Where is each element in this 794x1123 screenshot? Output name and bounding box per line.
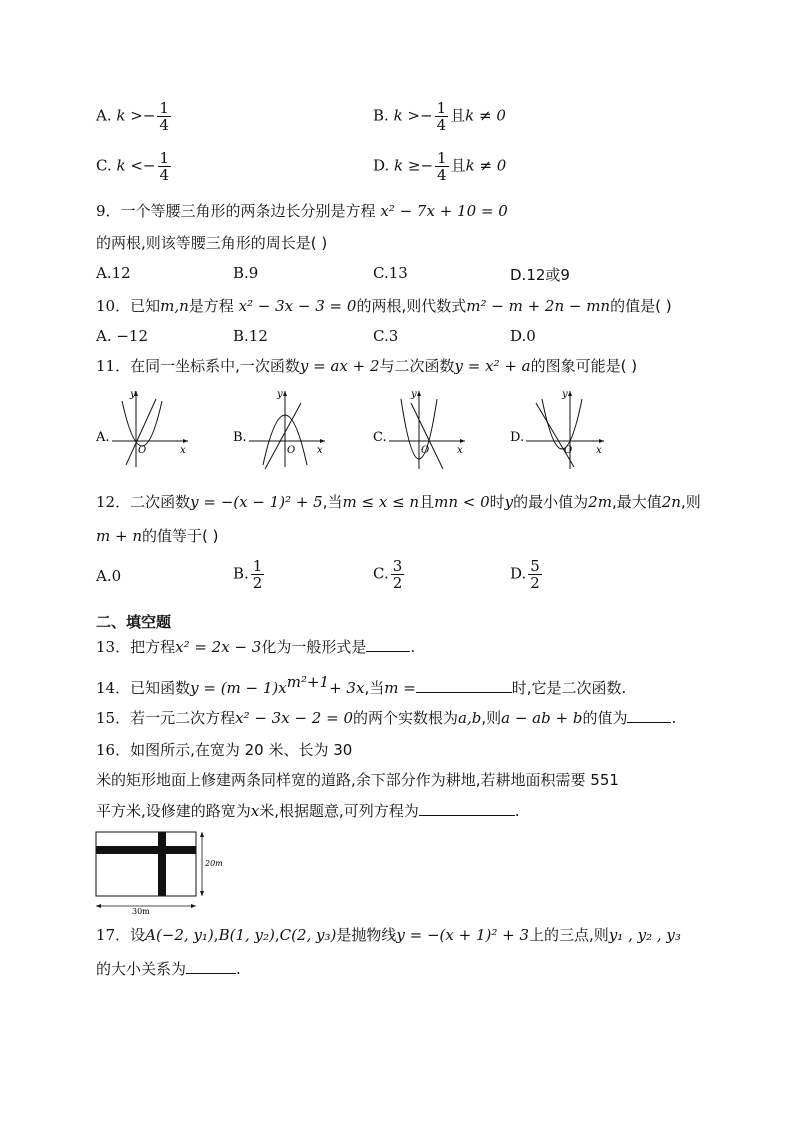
y-label: y (411, 389, 417, 400)
field-rect (96, 832, 196, 896)
q8-option-b[interactable]: B. k >− $\frac{1}{4}$ 且k ≠ 0 (373, 99, 506, 134)
q11-graph-c[interactable] (373, 385, 483, 479)
x-label: x (596, 445, 602, 456)
x-axis-arrow (460, 439, 465, 443)
graph-c-svg (373, 385, 483, 475)
x-axis-arrow (183, 439, 188, 443)
dim-arrow (191, 904, 196, 908)
dim-arrow (96, 904, 101, 908)
q11-stem: 11．在同一坐标系中,一次函数y = ax + 2与二次函数y = x² + a的图象可能是( ) (96, 357, 638, 375)
q10-option-a[interactable]: A. −12 (96, 327, 149, 345)
origin-label: O (287, 445, 296, 456)
q12-stem: 12．二次函数y = −(x − 1)² + 5,当m ≤ x ≤ n且mn < 0时y的最小值为2m,最大值2n,则 (96, 493, 701, 511)
q12-option-b[interactable]: B. $\frac{1}{2}$ (233, 557, 263, 592)
answer-blank[interactable] (416, 678, 512, 693)
graph-label: A. (96, 430, 110, 445)
q10-stem: 10．已知m,n是方程 x² − 3x − 3 = 0的两根,则代数式m² − m + 2n − mn的值是( ) (96, 297, 672, 315)
q10-option-c[interactable]: C.3 (373, 327, 399, 345)
answer-blank[interactable] (186, 959, 236, 974)
y-axis-arrow (568, 391, 572, 396)
q13-stem: 13．把方程x² = 2x − 3化为一般形式是 . (96, 638, 416, 656)
q12-stem-cont: m + n的值等于( ) (96, 527, 219, 545)
q16-figure (92, 828, 232, 920)
q9-option-b[interactable]: B.9 (233, 264, 259, 282)
fraction: $\frac{1}{4}$ (159, 149, 170, 184)
x-axis-arrow (320, 439, 325, 443)
fraction: $\frac{1}{4}$ (436, 99, 447, 134)
y-label: y (562, 389, 568, 400)
q8-option-c[interactable]: C. k <− $\frac{1}{4}$ (96, 149, 170, 184)
graph-label: D. (510, 430, 525, 445)
x-label: x (180, 445, 186, 456)
q11-graph-d[interactable] (510, 385, 620, 479)
q16-stem: 16．如图所示,在宽为 20 米、长为 30 (96, 741, 353, 759)
graph-label: B. (233, 430, 247, 445)
graph-d-svg (510, 385, 620, 475)
q16-stem-line2: 米的矩形地面上修建两条同样宽的道路,余下部分作为耕地,若耕地面积需要 551 (96, 771, 619, 789)
line (536, 403, 574, 467)
fraction: $\frac{1}{2}$ (252, 557, 263, 592)
width-label: 20m (205, 859, 223, 868)
fraction: $\frac{5}{2}$ (530, 557, 540, 592)
fraction: $\frac{1}{4}$ (159, 99, 169, 134)
dim-arrow (200, 832, 204, 837)
q9-option-a[interactable]: A.12 (96, 264, 131, 282)
q9-option-d[interactable]: D.12或9 (510, 266, 570, 284)
graph-b-svg (233, 385, 343, 475)
y-label: y (130, 389, 136, 400)
horizontal-road (96, 846, 196, 854)
q17-stem-cont: 的大小关系为 . (96, 960, 241, 978)
q14-stem: 14．已知函数$y = (m - 1)x^{m^2+1}+ 3x$,当m = 时,它是二次函数. (96, 673, 627, 697)
fraction: $\frac{1}{4}$ (437, 149, 447, 184)
q12-option-c[interactable]: C. $\frac{3}{2}$ (373, 557, 403, 592)
x-label: x (457, 445, 463, 456)
fraction: $\frac{3}{2}$ (392, 557, 403, 592)
graph-a-svg (96, 385, 206, 475)
y-axis-arrow (417, 391, 421, 396)
q9-stem: 9．一个等腰三角形的两条边长分别是方程 x² − 7x + 10 = 0 (96, 202, 508, 220)
q16-stem-line3: 平方米,设修建的路宽为x米,根据题意,可列方程为 . (96, 802, 520, 820)
y-axis-arrow (283, 391, 287, 396)
origin-label: O (138, 445, 147, 456)
q17-stem: 17．设A(−2, y₁),B(1, y₂),C(2, y₃)是抛物线y = −(x + 1)² + 3上的三点,则y₁ , y₂ , y₃ (96, 926, 681, 944)
q8-option-a[interactable]: A. k >− $\frac{1}{4}$ (96, 99, 169, 134)
section-title: 二、填空题 (96, 613, 172, 631)
q10-option-d[interactable]: D.0 (510, 327, 536, 345)
parabola (122, 401, 162, 446)
graph-label: C. (373, 430, 387, 445)
q12-option-a[interactable]: A.0 (96, 567, 122, 585)
origin-label: O (564, 445, 573, 456)
dim-arrow (200, 891, 204, 896)
vertical-road (158, 832, 166, 896)
x-axis-arrow (599, 439, 604, 443)
answer-blank[interactable] (419, 801, 515, 816)
answer-blank[interactable] (366, 637, 410, 652)
origin-label: O (421, 445, 430, 456)
field-diagram (92, 828, 232, 916)
q10-option-b[interactable]: B.12 (233, 327, 268, 345)
q15-stem: 15．若一元二次方程x² − 3x − 2 = 0的两个实数根为a,b,则a − ab + b的值为 . (96, 709, 677, 727)
q9-stem-cont: 的两根,则该等腰三角形的周长是( ) (96, 234, 328, 252)
q9-option-c[interactable]: C.13 (373, 264, 408, 282)
line (411, 403, 443, 469)
q8-option-d[interactable]: D. k ≥− $\frac{1}{4}$ 且k ≠ 0 (373, 149, 507, 184)
q12-option-d[interactable]: D. $\frac{5}{2}$ (510, 557, 540, 592)
x-label: x (317, 445, 323, 456)
answer-blank[interactable] (627, 708, 671, 723)
length-label: 30m (132, 907, 150, 916)
q11-graph-b[interactable] (233, 385, 343, 479)
y-label: y (277, 389, 283, 400)
q11-graph-a[interactable] (96, 385, 206, 479)
